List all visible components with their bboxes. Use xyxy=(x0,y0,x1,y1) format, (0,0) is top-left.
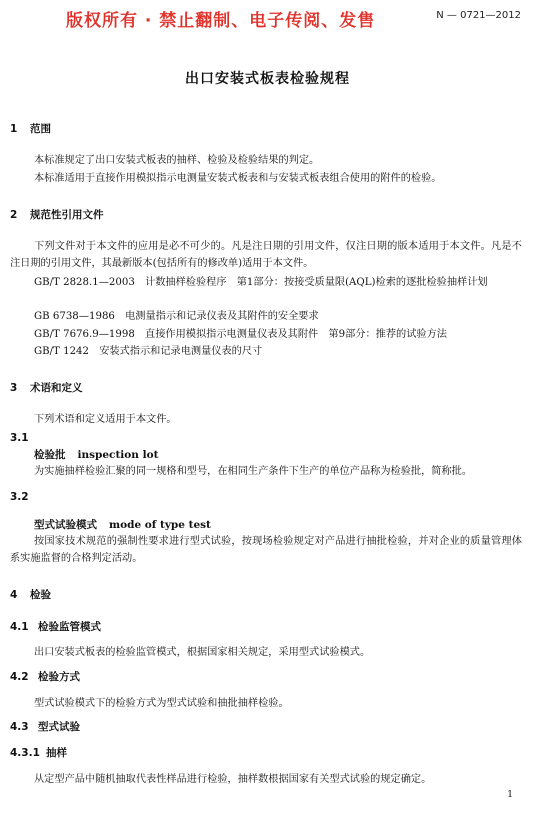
section-2-intro: 下列文件对于本文件的应用是必不可少的。凡是注日期的引用文件，仅注日期的版本适用于本文件。凡是不注日期的引用文件，其最新版本(包括所有的修改单)适用于本文件。 xyxy=(10,241,522,269)
subsection-4-1-text: 出口安装式板表的检验监管模式，根据国家相关规定，采用型式试验模式。 xyxy=(34,647,371,658)
term-2-heading xyxy=(34,517,211,532)
section-1-heading xyxy=(10,121,51,136)
term-english: inspection lot xyxy=(77,449,159,461)
reference-1: GB/T 2828.1—2003 计数抽样检验程序 第1部分：按接受质量限(AQL)检索的逐批检验抽样计划 xyxy=(34,277,488,288)
section-1-paragraph-2: 本标准适用于直接作用模拟指示电测量安装式板表和与安装式板表组合使用的附件的检验。 xyxy=(34,173,442,184)
subsection-4-3-1-heading xyxy=(10,745,67,760)
section-1-paragraph-1: 本标准规定了出口安装式板表的抽样、检验及检验结果的判定。 xyxy=(34,155,320,166)
subsection-number: 4.1 xyxy=(10,621,29,633)
subsection-title: 型式试验 xyxy=(38,721,80,733)
reference-3: GB/T 7676.9—1998 直接作用模拟指示电测量仪表及其附件 第9部分：推荐的试验方法 xyxy=(34,329,447,340)
term-chinese: 检验批 xyxy=(34,449,66,461)
subsection-number: 4.3 xyxy=(10,721,29,733)
term-1-number: 3.1 xyxy=(10,432,29,444)
section-number: 3 xyxy=(10,382,18,394)
subsection-4-2-heading xyxy=(10,669,80,684)
subsection-4-3-1-text: 从定型产品中随机抽取代表性样品进行检验，抽样数根据国家有关型式试验的规定确定。 xyxy=(34,774,432,785)
section-title: 范围 xyxy=(30,123,51,135)
copyright-watermark: 版权所有 · 禁止翻制、电子传阅、发售 xyxy=(66,11,376,31)
section-number: 1 xyxy=(10,123,18,135)
reference-2: GB 6738—1986 电测量指示和记录仪表及其附件的安全要求 xyxy=(34,311,319,322)
term-chinese: 型式试验模式 xyxy=(34,519,97,531)
term-2-number: 3.2 xyxy=(10,491,29,503)
standard-code: N — 0721—2012 xyxy=(436,10,521,21)
section-title: 检验 xyxy=(30,589,51,601)
section-number: 4 xyxy=(10,589,18,601)
section-number: 2 xyxy=(10,209,18,221)
document-title: 出口安装式板表检验规程 xyxy=(185,71,350,87)
reference-4: GB/T 1242 安装式指示和记录电测量仪表的尺寸 xyxy=(34,346,263,357)
subsection-number: 4.2 xyxy=(10,671,29,683)
section-3-intro: 下列术语和定义适用于本文件。 xyxy=(34,414,177,425)
term-1-definition: 为实施抽样检验汇聚的同一规格和型号，在相同生产条件下生产的单位产品称为检验批，简称批。 xyxy=(34,466,473,477)
section-title: 规范性引用文件 xyxy=(30,209,104,221)
section-3-heading xyxy=(10,380,83,395)
term-2-definition: 按国家技术规范的强制性要求进行型式试验，按现场检验规定对产品进行抽批检验，并对企业的质量管理体系实施监督的合格判定活动。 xyxy=(10,536,522,564)
subsection-number: 4.3.1 xyxy=(10,747,40,759)
section-4-heading xyxy=(10,587,51,602)
subsection-4-2-text: 型式试验模式下的检验方式为型式试验和抽批抽样检验。 xyxy=(34,698,289,709)
subsection-4-1-heading xyxy=(10,619,101,634)
page-number: 1 xyxy=(507,790,513,800)
section-2-heading xyxy=(10,207,104,222)
term-english: mode of type test xyxy=(109,519,211,531)
subsection-title: 抽样 xyxy=(46,747,67,759)
section-title: 术语和定义 xyxy=(30,382,83,394)
subsection-title: 检验方式 xyxy=(38,671,80,683)
term-1-heading xyxy=(34,447,158,462)
subsection-4-3-heading xyxy=(10,719,80,734)
subsection-title: 检验监管模式 xyxy=(38,621,101,633)
